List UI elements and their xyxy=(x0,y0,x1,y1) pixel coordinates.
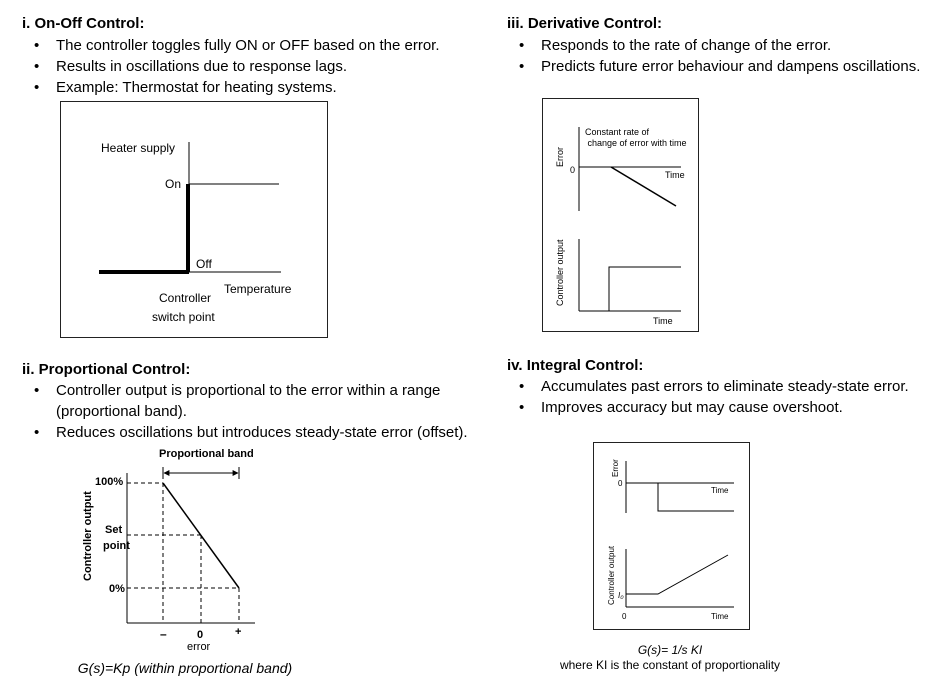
i0-label: I₀ xyxy=(618,591,624,600)
error-axis-label: Error xyxy=(555,147,565,167)
temperature-label: Temperature xyxy=(224,282,292,296)
onoff-figure xyxy=(60,101,328,338)
list-item: • Controller output is proportional to the error within a range (proportional band). xyxy=(22,380,492,422)
controller-label: Controller xyxy=(159,291,212,305)
integral-diagram xyxy=(594,443,749,629)
proportional-diagram xyxy=(75,443,275,658)
onoff-bullet-list xyxy=(22,35,492,98)
tick-0-label: 0% xyxy=(109,583,125,595)
proportional-figure xyxy=(75,443,275,658)
integral-figure xyxy=(593,442,750,630)
list-item: • Example: Thermostat for heating systems. xyxy=(22,77,492,98)
derivative-output-step xyxy=(583,267,681,311)
derivative-diagram xyxy=(543,99,698,331)
output-axis-label: Controller output xyxy=(607,545,616,605)
proportional-caption: G(s)=Kp (within proportional band) xyxy=(77,660,293,676)
switch-point-label: switch point xyxy=(152,310,215,324)
output-axis-label: Controller output xyxy=(555,239,565,306)
zero-bottom-label: 0 xyxy=(622,612,627,621)
list-item: • Responds to the rate of change of the error. xyxy=(507,35,937,56)
integral-caption-note: where KI is the constant of proportionality xyxy=(559,658,781,672)
x-plus-label: + xyxy=(235,626,242,638)
y-axis-label: Controller output xyxy=(82,491,94,581)
proportional-title: ii. Proportional Control: xyxy=(22,361,191,378)
tick-100-label: 100% xyxy=(95,476,124,488)
derivative-figure xyxy=(542,98,699,332)
time-top-label: Time xyxy=(711,486,729,495)
list-item: • Improves accuracy but may cause overshoot. xyxy=(507,397,937,418)
tick-point-label: point xyxy=(103,540,130,552)
integral-title: iv. Integral Control: xyxy=(507,357,644,374)
zero-top-label: 0 xyxy=(618,479,623,488)
integral-output-ramp xyxy=(626,555,728,594)
proportional-bullet-list xyxy=(22,380,492,443)
proportional-band-label: Proportional band xyxy=(159,448,254,460)
x-axis-label: error xyxy=(187,641,211,653)
zero-label: 0 xyxy=(570,165,576,175)
onoff-diagram xyxy=(61,102,327,337)
list-item: • The controller toggles fully ON or OFF based on the error. xyxy=(22,35,492,56)
onoff-title: i. On-Off Control: xyxy=(22,15,145,32)
list-item: • Accumulates past errors to eliminate steady-state error. xyxy=(507,376,937,397)
integral-bullet-list xyxy=(507,376,937,418)
list-item: • Reduces oscillations but introduces steady-state error (offset). xyxy=(22,422,492,443)
time-bottom-label: Time xyxy=(653,316,673,326)
x-zero-label: 0 xyxy=(197,629,204,641)
error-axis-label: Error xyxy=(611,459,620,477)
list-item: • Results in oscillations due to response lags. xyxy=(22,56,492,77)
derivative-title: iii. Derivative Control: xyxy=(507,15,663,32)
tick-set-label: Set xyxy=(105,524,123,536)
rate-label-line2: change of error with time xyxy=(587,138,687,148)
x-minus-label: – xyxy=(160,627,167,641)
derivative-bullet-list xyxy=(507,35,937,77)
off-label: Off xyxy=(196,257,212,271)
time-top-label: Time xyxy=(665,170,685,180)
heater-supply-label: Heater supply xyxy=(101,141,176,155)
on-label: On xyxy=(165,177,182,191)
time-bottom-label: Time xyxy=(711,612,729,621)
integral-caption-formula: G(s)= 1/s KI xyxy=(637,643,703,657)
list-item: • Predicts future error behaviour and dampens oscillations. xyxy=(507,56,937,77)
rate-label-line1: Constant rate of xyxy=(584,127,650,137)
